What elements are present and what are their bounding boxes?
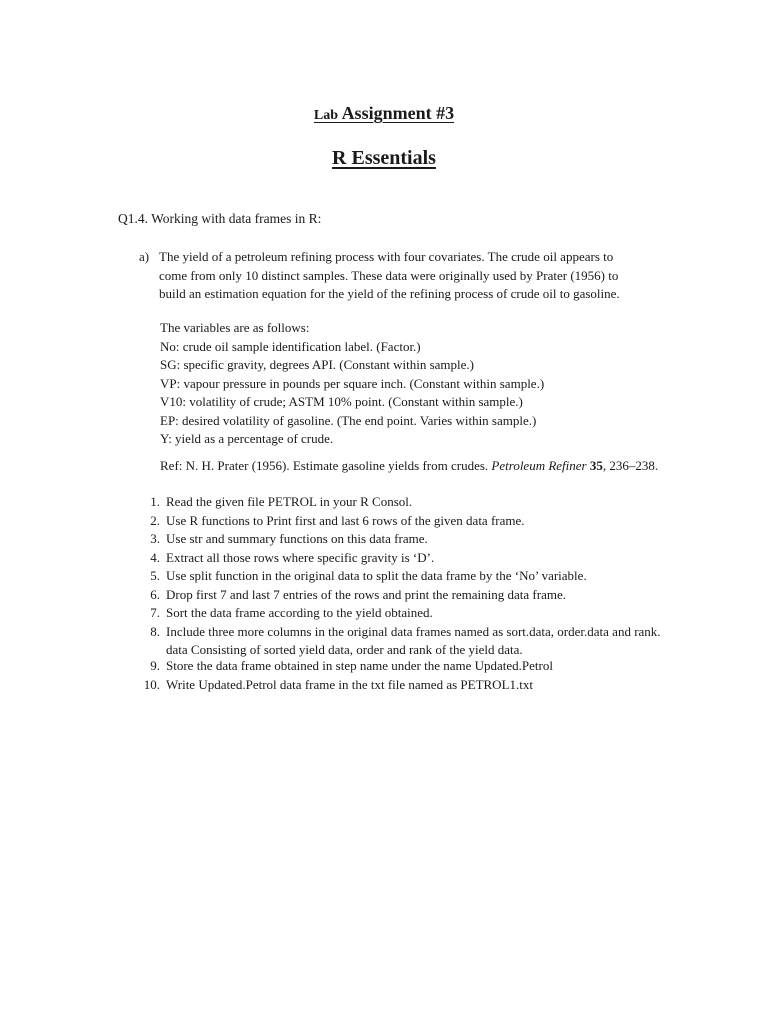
part-a-line: a) The yield of a petroleum refining process with four covariates. The crude oil appears to [139, 248, 620, 267]
part-a-line: build an estimation equation for the yield of the refining process of crude oil to gasoline. [159, 286, 620, 301]
variable-item: VP: vapour pressure in pounds per square inch. (Constant within sample.) [160, 375, 545, 391]
variable-item: V10: volatility of crude; ASTM 10% point. (Constant within sample.) [160, 394, 523, 409]
variables-block [160, 319, 544, 449]
task-item-continuation: data Consisting of sorted yield data, order and rank of the yield data. [166, 642, 523, 657]
task-list [130, 493, 661, 660]
journal-name: Petroleum Refiner [491, 458, 587, 473]
task-item: 1. Read the given file PETROL in your R Consol. [150, 494, 413, 509]
lab-prefix: Lab [313, 108, 339, 123]
task-item: 7. Sort the data frame according to the yield obtained. [150, 605, 433, 620]
task-item: 8. Include three more columns in the original data frames named as sort.data, order.data and rank. [150, 623, 661, 639]
variables-intro: The variables are as follows: [160, 320, 310, 335]
task-item: 2. Use R functions to Print first and last 6 rows of the given data frame. [150, 512, 525, 528]
task-item: 6. Drop first 7 and last 7 entries of the rows and print the remaining data frame. [150, 586, 566, 602]
task-item: 4. Extract all those rows where specific gravity is ‘D’. [150, 549, 435, 565]
assignment-number: Assignment #3 [341, 103, 455, 123]
part-a-marker: a) [139, 249, 150, 264]
part-a-paragraph [139, 248, 620, 304]
journal-volume: 35 [589, 458, 603, 473]
section-heading: Q1.4. Working with data frames in R: [118, 211, 322, 226]
task-item: 5. Use split function in the original data to split the data frame by the ‘No’ variable. [150, 568, 587, 583]
variable-item: EP: desired volatility of gasoline. (The end point. Varies within sample.) [160, 412, 537, 428]
variable-item: No: crude oil sample identification label. (Factor.) [160, 338, 421, 354]
part-a-line: come from only 10 distinct samples. These data were originally used by Prater (1956) to [159, 267, 619, 283]
assignment-title [0, 103, 768, 124]
page-subtitle: R Essentials [332, 147, 436, 169]
reference-line: Ref: N. H. Prater (1956). Estimate gasoline yields from crudes. Petroleum Refiner 35, 236–238. [160, 458, 659, 473]
task-item: 9. Store the data frame obtained in step name under the name Updated.Petrol [150, 658, 553, 673]
variable-item: Y: yield as a percentage of crude. [160, 431, 334, 446]
task-item: 10. Write Updated.Petrol data frame in the txt file named as PETROL1.txt [143, 676, 533, 692]
task-item: 3. Use str and summary functions on this data frame. [150, 531, 428, 546]
task-list-2 [130, 657, 553, 694]
variable-item: SG: specific gravity, degrees API. (Constant within sample.) [160, 357, 474, 372]
